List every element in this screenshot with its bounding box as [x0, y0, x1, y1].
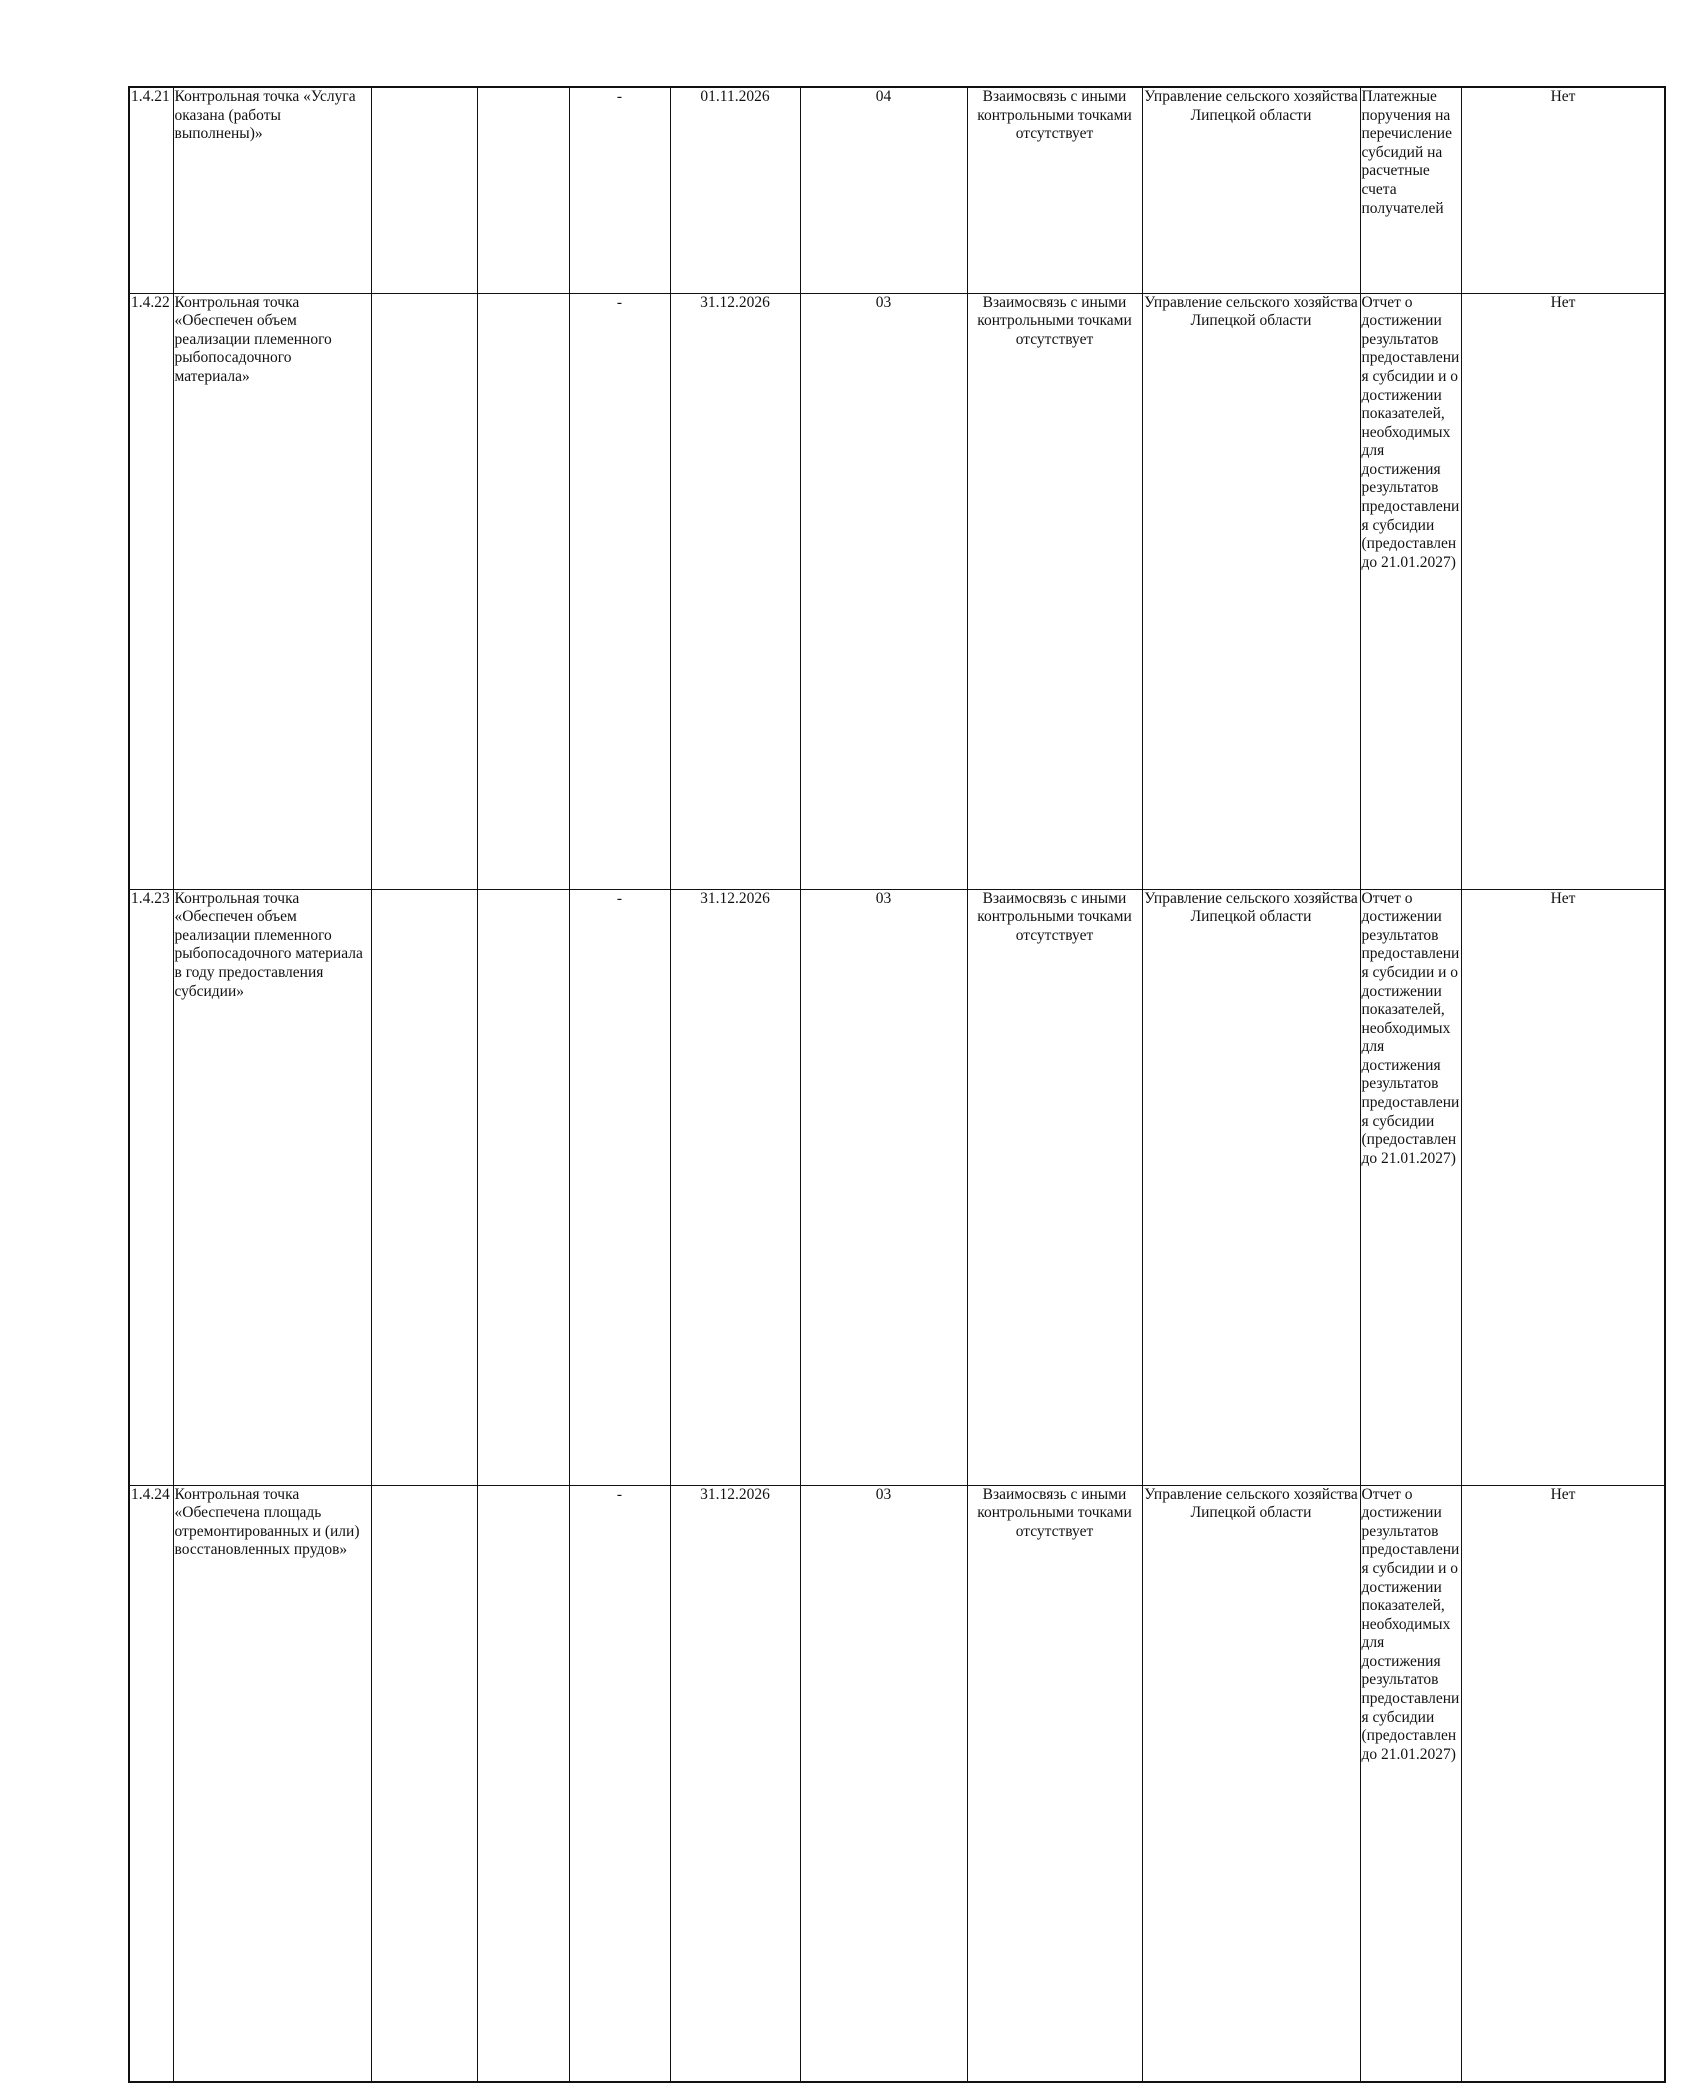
row-number: 1.4.22 [129, 293, 173, 889]
empty-cell [371, 889, 477, 1485]
start-date: - [569, 1485, 670, 2082]
empty-cell [371, 87, 477, 293]
relation-text: Взаимосвязь с иными контрольными точками отсутствует [967, 889, 1142, 1485]
row-number: 1.4.23 [129, 889, 173, 1485]
table-row [129, 87, 1665, 293]
responsible-body: Управление сельского хозяйства Липецкой области [1142, 293, 1360, 889]
end-date: 31.12.2026 [670, 1485, 800, 2082]
control-points-table [128, 86, 1666, 2083]
start-date: - [569, 293, 670, 889]
row-number: 1.4.21 [129, 87, 173, 293]
approval-flag: Нет [1461, 87, 1665, 293]
empty-cell [477, 293, 569, 889]
type-code: 03 [800, 1485, 967, 2082]
responsible-body: Управление сельского хозяйства Липецкой области [1142, 87, 1360, 293]
table-row [129, 293, 1665, 889]
row-number: 1.4.24 [129, 1485, 173, 2082]
relation-text: Взаимосвязь с иными контрольными точками отсутствует [967, 1485, 1142, 2082]
confirming-document: Платежные поручения на перечисление субсидий на расчетные счета получателей [1360, 87, 1461, 293]
start-date: - [569, 87, 670, 293]
empty-cell [371, 293, 477, 889]
responsible-body: Управление сельского хозяйства Липецкой области [1142, 889, 1360, 1485]
end-date: 01.11.2026 [670, 87, 800, 293]
table-row [129, 889, 1665, 1485]
checkpoint-name: Контрольная точка «Обеспечен объем реализации племенного рыбопосадочного материала» [173, 293, 371, 889]
type-code: 03 [800, 889, 967, 1485]
confirming-document: Отчет о достижении результатов предоставления субсидии и о достижении показателей, необходимых для достижения результатов предоставления субсидии (предоставлен до 21.01.2027) [1360, 889, 1461, 1485]
empty-cell [477, 87, 569, 293]
approval-flag: Нет [1461, 889, 1665, 1485]
end-date: 31.12.2026 [670, 293, 800, 889]
type-code: 04 [800, 87, 967, 293]
type-code: 03 [800, 293, 967, 889]
empty-cell [371, 1485, 477, 2082]
checkpoint-name: Контрольная точка «Обеспечен объем реализации племенного рыбопосадочного материала в году предоставления субсидии» [173, 889, 371, 1485]
relation-text: Взаимосвязь с иными контрольными точками отсутствует [967, 87, 1142, 293]
relation-text: Взаимосвязь с иными контрольными точками отсутствует [967, 293, 1142, 889]
approval-flag: Нет [1461, 293, 1665, 889]
confirming-document: Отчет о достижении результатов предоставления субсидии и о достижении показателей, необходимых для достижения результатов предоставления субсидии (предоставлен до 21.01.2027) [1360, 293, 1461, 889]
empty-cell [477, 889, 569, 1485]
end-date: 31.12.2026 [670, 889, 800, 1485]
responsible-body: Управление сельского хозяйства Липецкой области [1142, 1485, 1360, 2082]
approval-flag: Нет [1461, 1485, 1665, 2082]
table-row [129, 1485, 1665, 2082]
checkpoint-name: Контрольная точка «Обеспечена площадь отремонтированных и (или) восстановленных прудов» [173, 1485, 371, 2082]
checkpoint-name: Контрольная точка «Услуга оказана (работы выполнены)» [173, 87, 371, 293]
empty-cell [477, 1485, 569, 2082]
start-date: - [569, 889, 670, 1485]
confirming-document: Отчет о достижении результатов предоставления субсидии и о достижении показателей, необходимых для достижения результатов предоставления субсидии (предоставлен до 21.01.2027) [1360, 1485, 1461, 2082]
